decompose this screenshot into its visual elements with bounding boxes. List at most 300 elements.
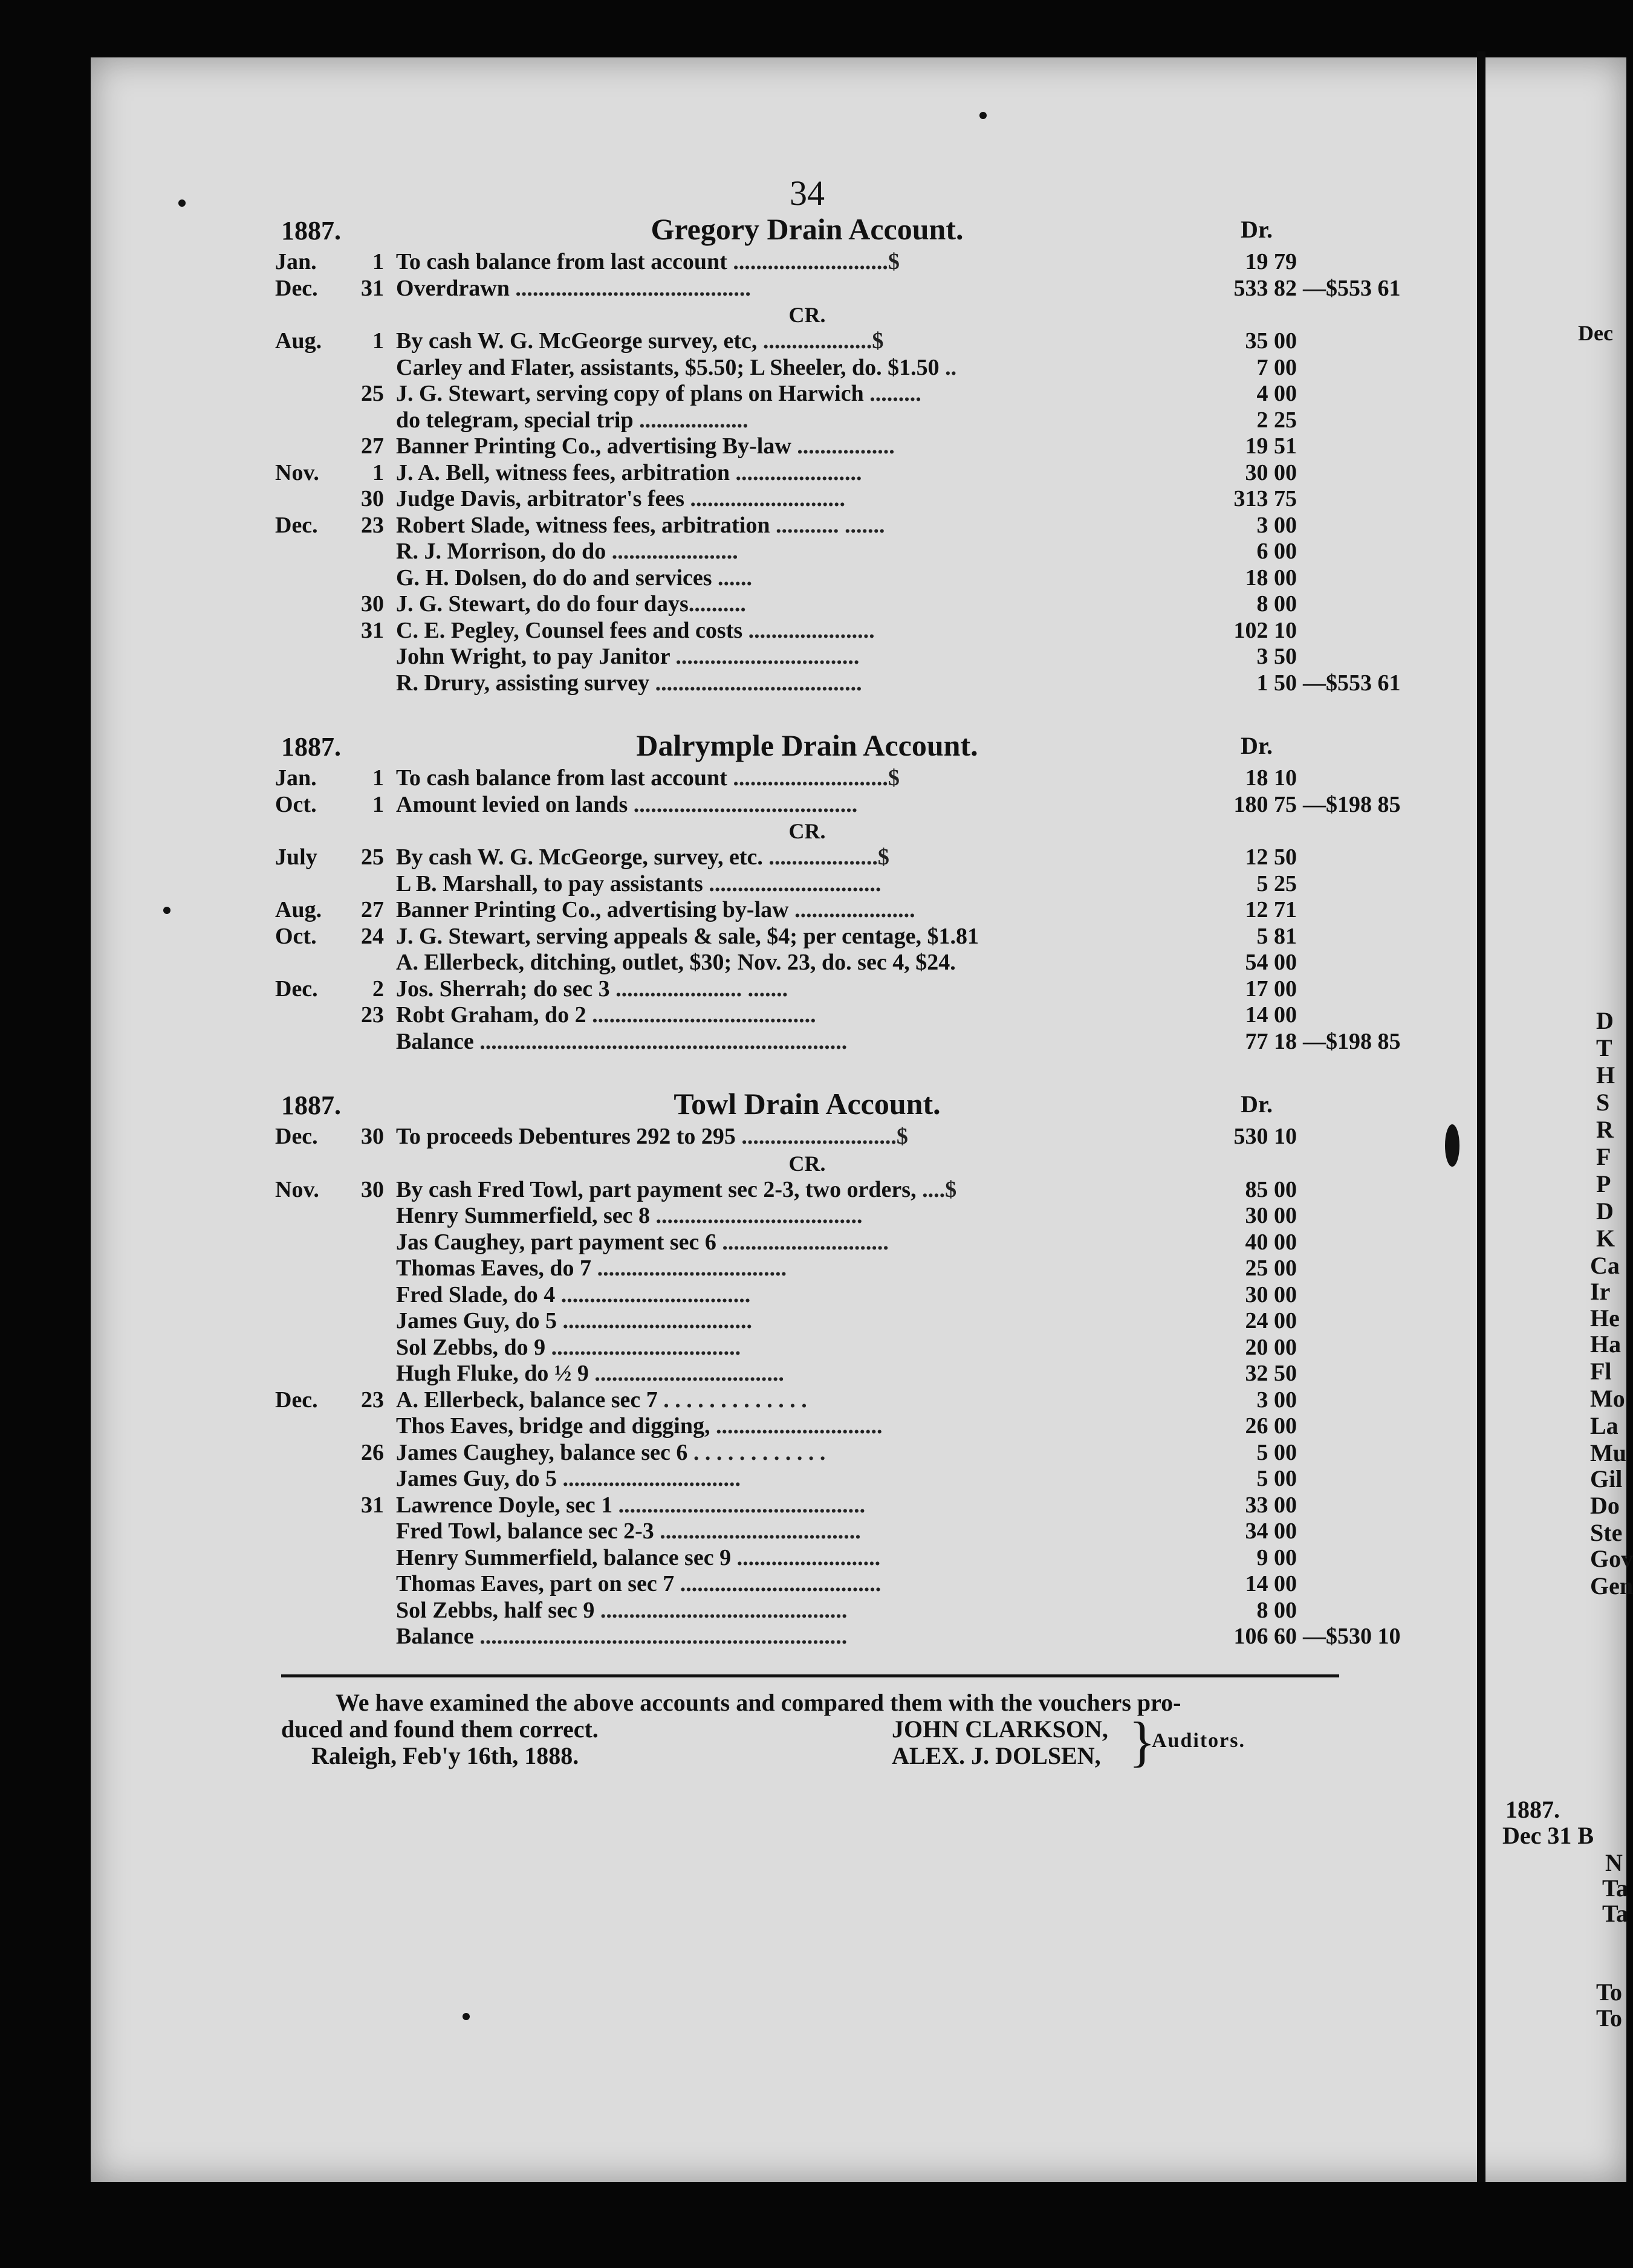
ledger-row: [275, 1492, 1339, 1519]
entry-text: J. G. Stewart, do do four days: [396, 591, 689, 617]
entry-description: [396, 539, 1200, 565]
dot-leader: ....$: [916, 1176, 957, 1202]
entry-amount: 313 75: [1233, 486, 1297, 511]
account-title: Towl Drain Account.: [674, 1087, 941, 1121]
entry-day: 25: [361, 381, 384, 406]
adjacent-row-initial: Ir: [1590, 1278, 1611, 1305]
entry-amount: 20 00: [1245, 1334, 1297, 1360]
entry-amount: 18 10: [1245, 765, 1297, 791]
dot-leader: ...................................: [674, 1571, 881, 1596]
adjacent-n: N: [1605, 1849, 1623, 1876]
dot-leader: ......................: [742, 617, 875, 643]
entry-description: [396, 924, 1200, 950]
account-sections: [275, 212, 1401, 1650]
dot-leader: ...........................: [684, 486, 846, 511]
entry-description: [396, 1029, 1200, 1055]
entry-description: [396, 1492, 1200, 1519]
adjacent-to-1: To: [1596, 1978, 1623, 2006]
adjacent-row-initial: T: [1596, 1034, 1612, 1061]
account-year: 1887.: [281, 732, 341, 762]
credit-label: CR.: [788, 303, 826, 327]
ledger-row: [275, 1124, 1339, 1150]
account-title: Gregory Drain Account.: [651, 212, 964, 246]
ledger-row: [275, 844, 1339, 871]
entry-amount: 40 00: [1245, 1229, 1297, 1255]
entry-description: [396, 1440, 1200, 1466]
ledger-row: [275, 791, 1401, 818]
entry-amount: 2 25: [1256, 407, 1297, 433]
dot-leader: ...................... .......: [609, 976, 788, 1002]
entry-text: Banner Printing Co., advertising by-law: [396, 897, 789, 922]
dot-leader: ......................: [606, 539, 738, 564]
debit-label: Dr.: [1241, 216, 1273, 243]
entry-description: [396, 950, 1200, 976]
ink-speck: [178, 199, 186, 207]
entry-day: 1: [372, 249, 384, 274]
dot-leader: ...........................$: [727, 765, 900, 791]
entry-text: To proceeds Debentures 292 to 295: [396, 1124, 736, 1149]
entry-description: [396, 1335, 1200, 1361]
entry-description: [396, 1124, 1200, 1150]
entry-month: Aug.: [275, 328, 322, 354]
entry-description: [396, 976, 1200, 1003]
ledger-column: [275, 173, 1401, 1779]
account-year: 1887.: [281, 216, 341, 245]
entry-description: [396, 1545, 1200, 1572]
entry-day: 30: [361, 1124, 384, 1149]
entry-amount: 26 00: [1245, 1413, 1297, 1439]
entry-day: 31: [361, 1492, 384, 1518]
entry-text: Fred Slade, do 4: [396, 1281, 556, 1307]
entry-text: J. G. Stewart, serving copy of plans on Harwich: [396, 381, 864, 406]
dot-leader: ....................................: [650, 1203, 863, 1228]
dot-leader: ......................: [730, 459, 862, 485]
ledger-row: [275, 1466, 1339, 1492]
auditors-label: Auditors.: [1152, 1729, 1245, 1752]
adjacent-row-initial: He: [1590, 1304, 1620, 1332]
entry-description: [396, 897, 1200, 924]
adjacent-row-initial: H: [1596, 1061, 1615, 1089]
ledger-row: [275, 670, 1401, 697]
adjacent-row-initial: D: [1596, 1007, 1614, 1034]
entry-month: Aug.: [275, 897, 322, 922]
ledger-row: [275, 644, 1339, 670]
entry-description: [396, 1256, 1200, 1282]
entry-month: Dec.: [275, 1387, 318, 1413]
entry-text: To cash balance from last account: [396, 249, 727, 274]
entry-amount: 3 50: [1256, 644, 1297, 669]
entry-description: [396, 792, 1200, 818]
entry-day: 24: [361, 923, 384, 949]
entry-month: Jan.: [275, 249, 317, 274]
ledger-row: [275, 1028, 1401, 1055]
entry-amount: 85 00: [1245, 1176, 1297, 1202]
auditor-name-2: ALEX. J. DOLSEN,: [892, 1742, 1101, 1769]
entry-text: By cash Fred Towl, part payment sec 2-3, two orders,: [396, 1176, 917, 1202]
ledger-row: [275, 1440, 1339, 1466]
entry-text: Balance: [396, 1028, 474, 1054]
adjacent-row-initial: La: [1590, 1412, 1618, 1439]
entry-text: A. Ellerbeck, ditching, outlet, $30; Nov. 23, do. sec 4, $24.: [396, 950, 956, 975]
entry-amount: 54 00: [1245, 950, 1297, 975]
dot-leader: ................................................................: [473, 1624, 848, 1649]
entry-amount: 34 00: [1245, 1518, 1297, 1544]
account-header: [275, 1086, 1339, 1124]
entry-total: —$530 10: [1303, 1624, 1401, 1649]
dot-leader: ...........................................: [612, 1492, 866, 1518]
entry-text: Judge Davis, arbitrator's fees: [396, 486, 685, 511]
adjacent-row-initial: S: [1596, 1089, 1610, 1116]
entry-description: [396, 1230, 1200, 1256]
entry-month: Dec.: [275, 512, 318, 538]
entry-text: James Caughey, balance sec 6: [396, 1439, 688, 1465]
entry-description: [396, 1177, 1200, 1204]
dot-leader: . . . . . . . . . . . .: [687, 1439, 826, 1465]
entry-month: July: [275, 844, 317, 870]
entry-text: A. Ellerbeck, balance sec 7: [396, 1387, 658, 1413]
entry-text: Henry Summerfield, balance sec 9: [396, 1544, 732, 1570]
dot-leader: . . . . . . . . . . . . .: [657, 1387, 807, 1413]
ledger-row: [275, 1230, 1339, 1256]
entry-amount: 530 10: [1233, 1124, 1297, 1149]
entry-text: R. Drury, assisting survey: [396, 670, 650, 696]
entry-day: 1: [372, 459, 384, 485]
dot-leader: .........................................: [509, 275, 751, 301]
entry-text: By cash W. G. McGeorge survey, etc,: [396, 328, 758, 354]
ledger-row: [275, 1413, 1339, 1440]
adjacent-row-initial: Fl: [1590, 1358, 1612, 1385]
dot-leader: .................: [791, 433, 895, 459]
entry-day: 1: [372, 791, 384, 817]
ledger-row: [275, 1361, 1339, 1387]
entry-text: Thomas Eaves, part on sec 7: [396, 1571, 675, 1596]
entry-description: [396, 381, 1200, 407]
ledger-row: [275, 1545, 1339, 1572]
entry-text: L B. Marshall, to pay assistants: [396, 870, 703, 896]
entry-text: C. E. Pegley, Counsel fees and costs: [396, 617, 743, 643]
entry-amount: 1 50: [1256, 670, 1297, 696]
dot-leader: ...........................................: [594, 1597, 848, 1623]
credit-label: CR.: [788, 819, 826, 843]
entry-text: Jas Caughey, part payment sec 6: [396, 1229, 716, 1255]
account-section: [275, 1055, 1401, 1650]
dot-leader: .........: [863, 381, 921, 406]
ledger-row: [275, 1598, 1339, 1624]
adjacent-year: 1887.: [1505, 1796, 1560, 1823]
entry-description: [396, 1518, 1200, 1545]
entry-description: [396, 871, 1200, 898]
ledger-row: [275, 328, 1339, 355]
ledger-row: [275, 433, 1339, 460]
entry-amount: 8 00: [1256, 591, 1297, 617]
entry-text: Thomas Eaves, do 7: [396, 1256, 592, 1281]
page-gutter: [1477, 51, 1485, 2182]
dot-leader: ..............................: [703, 870, 881, 896]
entry-text: Overdrawn: [396, 275, 510, 301]
entry-amount: 4 00: [1256, 381, 1297, 406]
adjacent-ta-2: Ta: [1602, 1900, 1629, 1927]
dot-leader: .............................: [716, 1229, 889, 1255]
entry-amount: 14 00: [1245, 1571, 1297, 1596]
entry-amount: 33 00: [1245, 1492, 1297, 1518]
adjacent-dec31: Dec 31 B: [1502, 1822, 1594, 1849]
dot-leader: ..: [939, 354, 957, 380]
dot-leader: ...............................: [557, 1466, 741, 1491]
entry-description: [396, 1624, 1200, 1650]
ledger-row: [275, 460, 1339, 487]
adjacent-row-initial: Gen: [1590, 1572, 1633, 1599]
entry-amount: 5 25: [1256, 870, 1297, 896]
ledger-row: [275, 1387, 1339, 1414]
entry-amount: 30 00: [1245, 459, 1297, 485]
adjacent-row-initial: Ha: [1590, 1330, 1622, 1358]
entry-amount: 17 00: [1245, 976, 1297, 1002]
dot-leader: ...................: [633, 407, 748, 433]
entry-text: G. H. Dolsen, do do and services: [396, 565, 712, 591]
entry-description: [396, 1598, 1200, 1624]
credit-label: CR.: [788, 1151, 826, 1176]
entry-amount: 5 81: [1256, 923, 1297, 949]
entry-day: 1: [372, 328, 384, 354]
ledger-row: [275, 950, 1339, 976]
entry-total: —$198 85: [1303, 1028, 1401, 1054]
ledger-row: [275, 1335, 1339, 1361]
entry-description: [396, 1203, 1200, 1230]
entry-amount: 14 00: [1245, 1002, 1297, 1028]
entry-month: Dec.: [275, 1124, 318, 1149]
entry-description: [396, 276, 1200, 302]
entry-amount: 9 00: [1256, 1544, 1297, 1570]
adjacent-row-initial: R: [1596, 1116, 1614, 1143]
entry-amount: 3 00: [1256, 512, 1297, 538]
ledger-row: [275, 1571, 1339, 1598]
entry-day: 27: [361, 897, 384, 922]
entry-amount: 24 00: [1245, 1308, 1297, 1333]
dot-leader: ...................................: [654, 1518, 861, 1544]
ledger-row: [275, 1624, 1401, 1650]
entry-day: 30: [361, 486, 384, 511]
adjacent-dec: Dec: [1578, 321, 1613, 345]
entry-text: R. J. Morrison, do do: [396, 539, 606, 564]
binding-mark: [1445, 1124, 1459, 1167]
entry-text: Banner Printing Co., advertising By-law: [396, 433, 791, 459]
entry-text: Robert Slade, witness fees, arbitration: [396, 512, 770, 538]
dot-leader: .................................: [591, 1256, 787, 1281]
entry-description: [396, 618, 1200, 644]
entry-amount: 19 79: [1245, 249, 1297, 274]
entry-total: —$553 61: [1303, 275, 1401, 301]
adjacent-row-initial: Ca: [1590, 1252, 1620, 1279]
ledger-row: [275, 1002, 1339, 1029]
entry-description: [396, 670, 1200, 697]
adjacent-ta-1: Ta: [1602, 1874, 1629, 1902]
dot-leader: .......................................: [586, 1002, 816, 1028]
entry-description: [396, 1466, 1200, 1492]
entry-text: Sol Zebbs, half sec 9: [396, 1597, 595, 1623]
entry-amount: 18 00: [1245, 565, 1297, 591]
entry-description: [396, 1571, 1200, 1598]
entry-amount: 7 00: [1256, 354, 1297, 380]
ink-speck: [163, 907, 170, 914]
entry-amount: 533 82: [1233, 275, 1297, 301]
adjacent-row-initial: Mu: [1590, 1439, 1626, 1466]
ledger-row: [275, 1282, 1339, 1309]
auditor-name-1: JOHN CLARKSON,: [892, 1715, 1108, 1743]
auditors-line-2: duced and found them correct.: [281, 1715, 599, 1743]
entry-day: 1: [372, 765, 384, 791]
entry-text: By cash W. G. McGeorge, survey, etc.: [396, 844, 763, 870]
dot-leader: .................................: [545, 1334, 741, 1360]
entry-amount: 8 00: [1256, 1597, 1297, 1623]
entry-text: James Guy, do 5: [396, 1308, 557, 1333]
entry-amount: 106 60: [1233, 1624, 1297, 1649]
entry-description: [396, 1282, 1200, 1309]
entry-text: Jos. Sherrah; do sec 3: [396, 976, 610, 1002]
dot-leader: .................................: [555, 1281, 751, 1307]
ledger-row: [275, 249, 1339, 276]
entry-description: [396, 1002, 1200, 1029]
section-gap: [275, 1055, 1339, 1086]
entry-description: [396, 513, 1200, 539]
adjacent-row-initial: K: [1596, 1225, 1615, 1252]
auditors-note: [275, 1688, 1339, 1779]
ledger-row: [275, 897, 1339, 924]
entry-month: Oct.: [275, 791, 317, 817]
adjacent-row-initial: Gov: [1590, 1545, 1633, 1572]
dot-leader: .................................: [557, 1308, 753, 1333]
entry-day: 23: [361, 1387, 384, 1413]
ledger-row: [275, 513, 1339, 539]
entry-day: 31: [361, 275, 384, 301]
entry-text: Sol Zebbs, do 9: [396, 1334, 546, 1360]
ledger-row: [275, 1203, 1339, 1230]
adjacent-to-2: To: [1596, 2004, 1623, 2032]
account-header: [275, 728, 1339, 765]
ledger-row: [275, 1518, 1339, 1545]
ledger-row: [275, 1308, 1339, 1335]
entry-amount: 25 00: [1245, 1256, 1297, 1281]
auditors-line-1: We have examined the above accounts and compared them with the vouchers pro-: [336, 1688, 1181, 1716]
ink-speck: [463, 2013, 470, 2020]
entry-amount: 32 50: [1245, 1361, 1297, 1386]
entry-total: —$198 85: [1303, 791, 1401, 817]
entry-amount: 35 00: [1245, 328, 1297, 354]
entry-text: To cash balance from last account: [396, 765, 727, 791]
divider-rule: [281, 1674, 1339, 1677]
entry-amount: 12 71: [1245, 897, 1297, 922]
adjacent-row-initial: Mo: [1590, 1385, 1625, 1412]
entry-description: [396, 565, 1200, 592]
entry-month: Nov.: [275, 1176, 319, 1202]
account-section: [275, 696, 1401, 1055]
entry-amount: 77 18: [1245, 1028, 1297, 1054]
entry-text: Lawrence Doyle, sec 1: [396, 1492, 613, 1518]
entry-text: J. G. Stewart, serving appeals & sale, $4; per centage, $1.81: [396, 923, 979, 949]
dot-leader: ...........................$: [727, 249, 900, 274]
account-section: [275, 212, 1401, 696]
entry-day: 30: [361, 1176, 384, 1202]
dot-leader: ...........................$: [735, 1124, 908, 1149]
ledger-row: [275, 407, 1339, 434]
dot-leader: .................................: [588, 1361, 784, 1386]
dot-leader: .........................: [731, 1544, 881, 1570]
adjacent-row-initial: D: [1596, 1197, 1614, 1225]
entry-text: James Guy, do 5: [396, 1466, 557, 1491]
entry-month: Jan.: [275, 765, 317, 791]
entry-month: Oct.: [275, 923, 317, 949]
ledger-row: [275, 486, 1339, 513]
entry-amount: 30 00: [1245, 1281, 1297, 1307]
ledger-row: [275, 381, 1339, 407]
ledger-row: [275, 618, 1339, 644]
entry-day: 27: [361, 433, 384, 459]
dot-leader: ....................................: [649, 670, 862, 696]
dot-leader: ................................: [669, 644, 860, 669]
entry-amount: 6 00: [1256, 539, 1297, 564]
entry-amount: 30 00: [1245, 1203, 1297, 1228]
debit-label: Dr.: [1241, 732, 1273, 759]
ledger-row: [275, 1256, 1339, 1282]
account-year: 1887.: [281, 1090, 341, 1120]
ledger-row: [275, 275, 1401, 302]
entry-amount: 102 10: [1233, 617, 1297, 643]
brace-glyph: }: [1129, 1710, 1156, 1772]
ledger-row: [275, 976, 1339, 1003]
section-gap: [275, 696, 1339, 728]
dot-leader: .....................: [788, 897, 915, 922]
entry-month: Nov.: [275, 459, 319, 485]
ledger-row: [275, 539, 1339, 565]
dot-leader: .......................................: [628, 791, 858, 817]
entry-text: Fred Towl, balance sec 2-3: [396, 1518, 654, 1544]
entry-description: [396, 460, 1200, 487]
dot-leader: ...................$: [757, 328, 884, 354]
dot-leader: ................................................................: [473, 1028, 848, 1054]
entry-month: Dec.: [275, 275, 318, 301]
dot-leader: ...................$: [762, 844, 889, 870]
entry-description: [396, 1413, 1200, 1440]
adjacent-row-initial: Gil: [1590, 1465, 1623, 1492]
dot-leader: ........... .......: [770, 512, 885, 538]
entry-description: [396, 1387, 1200, 1414]
entry-amount: 3 00: [1256, 1387, 1297, 1413]
dot-leader: .............................: [710, 1413, 883, 1439]
entry-text: Amount levied on lands: [396, 791, 628, 817]
entry-text: Carley and Flater, assistants, $5.50; L Sheeler, do. $1.50: [396, 354, 940, 380]
entry-day: 26: [361, 1439, 384, 1465]
ledger-row: [275, 355, 1339, 381]
entry-description: [396, 355, 1200, 381]
entry-description: [396, 407, 1200, 434]
dot-leader: ..........: [688, 591, 746, 617]
entry-amount: 5 00: [1256, 1466, 1297, 1491]
account-header: [275, 212, 1339, 249]
entry-description: [396, 1361, 1200, 1387]
entry-text: J. A. Bell, witness fees, arbitration: [396, 459, 730, 485]
adjacent-row-initial: Do: [1590, 1492, 1620, 1519]
entry-amount: 180 75: [1233, 791, 1297, 817]
entry-day: 23: [361, 1002, 384, 1028]
entry-amount: 5 00: [1256, 1439, 1297, 1465]
entry-day: 31: [361, 617, 384, 643]
ledger-row: [275, 591, 1339, 618]
entry-text: John Wright, to pay Janitor: [396, 644, 670, 669]
dot-leader: ......: [712, 565, 753, 591]
ledger-row: [275, 765, 1339, 792]
entry-day: 25: [361, 844, 384, 870]
entry-text: Hugh Fluke, do ½ 9: [396, 1361, 589, 1386]
ink-speck: [979, 112, 987, 119]
